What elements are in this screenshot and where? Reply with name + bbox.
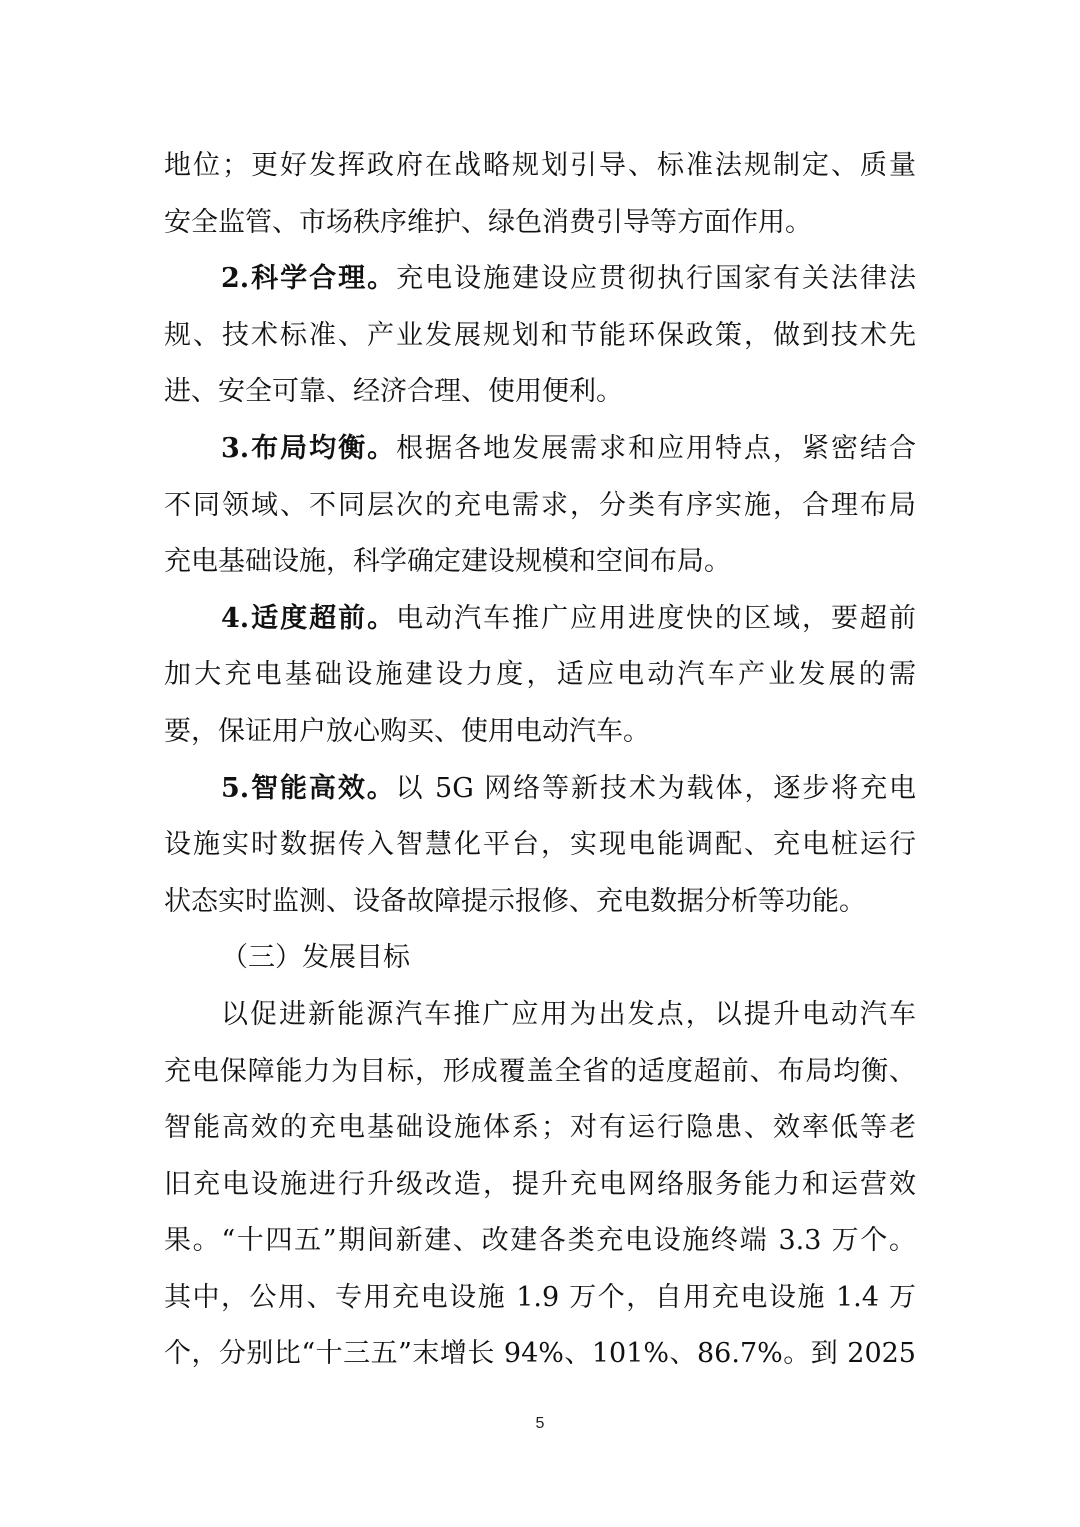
body-text	[164, 138, 916, 1383]
principle-heading: 2.科学合理。	[221, 263, 397, 295]
text-line: 电动汽车推广应用进度快的区域，要超前	[396, 602, 916, 634]
text-line: 旧充电设施进行升级改造，提升充电网络服务能力和运营效	[164, 1168, 916, 1200]
text-line: 不同领域、不同层次的充电需求，分类有序实施，合理布局	[164, 489, 916, 521]
principle-ahead	[164, 591, 916, 648]
text-line: 安全监管、市场秩序维护、绿色消费引导等方面作用。	[164, 206, 812, 238]
principle-heading: 4.适度超前。	[221, 602, 397, 634]
text-line: 以促进新能源汽车推广应用为出发点，以提升电动汽车	[221, 998, 916, 1030]
page-number: 5	[535, 1415, 545, 1432]
text-line: 个，分别比“十三五”末增长 94%、101%、86.7%。到 2025	[164, 1338, 916, 1370]
text-line: 根据各地发展需求和应用特点，紧密结合	[396, 432, 916, 464]
text-line: 以 5G 网络等新技术为载体，逐步将充电	[395, 772, 916, 804]
text-line: 规、技术标准、产业发展规划和节能环保政策，做到技术先	[164, 319, 916, 351]
text-line: 充电基础设施，科学确定建设规模和空间布局。	[164, 546, 731, 578]
text-line: 进、安全可靠、经济合理、使用便利。	[164, 376, 623, 408]
text-line: 地位；更好发挥政府在战略规划引导、标准法规制定、质量	[164, 150, 916, 181]
section-title: （三）发展目标	[221, 942, 410, 974]
text-line: 状态实时监测、设备故障提示报修、充电数据分析等功能。	[164, 885, 866, 917]
text-line: 加大充电基础设施建设力度，适应电动汽车产业发展的需	[164, 659, 916, 691]
text-line: 充电设施建设应贯彻执行国家有关法律法	[396, 263, 916, 295]
text-line: 智能高效的充电基础设施体系；对有运行隐患、效率低等老	[164, 1112, 916, 1144]
principle-smart	[164, 761, 916, 818]
text-line: 果。“十四五”期间新建、改建各类充电设施终端 3.3 万个。	[164, 1225, 916, 1257]
text-line: 设施实时数据传入智慧化平台，实现电能调配、充电桩运行	[164, 829, 916, 861]
principle-scientific	[164, 251, 916, 308]
principle-heading: 3.布局均衡。	[221, 432, 397, 464]
principle-heading: 5.智能高效。	[221, 772, 396, 804]
text-line: 要，保证用户放心购买、使用电动汽车。	[164, 715, 650, 747]
principle-balanced	[164, 421, 916, 478]
text-line: 充电保障能力为目标，形成覆盖全省的适度超前、布局均衡、	[164, 1055, 916, 1087]
text-line: 其中，公用、专用充电设施 1.9 万个，自用充电设施 1.4 万	[164, 1281, 916, 1313]
